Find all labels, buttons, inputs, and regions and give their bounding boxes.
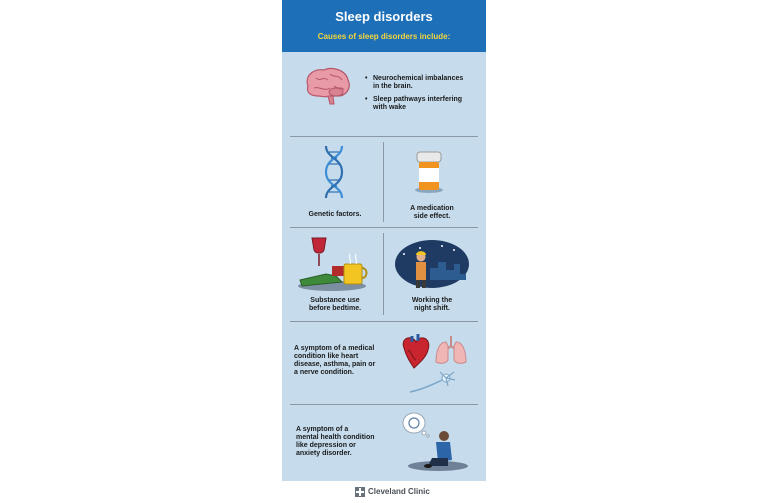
divider bbox=[290, 136, 478, 137]
page-subtitle: Causes of sleep disorders include: bbox=[317, 32, 451, 41]
bullet-neurochemical: • Neurochemical imbalances in the brain. bbox=[365, 75, 464, 90]
infographic bbox=[282, 0, 486, 503]
coffee-mug-icon bbox=[344, 254, 367, 284]
medical-condition-label: A symptom of a medical condition like heart disease, asthma, pain or a nerve condition. bbox=[294, 345, 376, 376]
divider bbox=[290, 321, 478, 322]
heart-icon bbox=[400, 334, 430, 370]
genetic-factors-label: Genetic factors. bbox=[308, 211, 362, 218]
header-banner bbox=[282, 0, 486, 52]
page-title: Sleep disorders bbox=[335, 9, 433, 24]
medication-label: A medication side effect. bbox=[410, 205, 454, 220]
mental-health-label: A symptom of a mental health condition like depression or anxiety disorder. bbox=[296, 426, 375, 457]
footer bbox=[282, 481, 486, 503]
brain-icon bbox=[302, 66, 352, 106]
bullet-sleep-pathways: • Sleep pathways interfering with wake bbox=[365, 96, 463, 111]
night-worker-icon bbox=[394, 240, 470, 290]
pill-bottle-icon bbox=[414, 150, 444, 194]
vertical-divider bbox=[383, 142, 384, 222]
wine-glass-icon bbox=[312, 238, 326, 266]
vertical-divider bbox=[383, 233, 384, 315]
nerve-icon bbox=[408, 370, 456, 396]
substance-use-illustration bbox=[296, 236, 368, 292]
person-sitting-icon bbox=[398, 428, 468, 472]
lungs-icon bbox=[434, 334, 468, 366]
cleveland-clinic-logo-icon bbox=[355, 487, 365, 497]
divider bbox=[290, 227, 478, 228]
brand-name: Cleveland Clinic bbox=[368, 487, 430, 496]
dna-icon bbox=[322, 144, 346, 200]
substance-use-label: Substance use before bedtime. bbox=[308, 297, 362, 312]
night-shift-label: Working the night shift. bbox=[411, 297, 453, 312]
divider bbox=[290, 404, 478, 405]
